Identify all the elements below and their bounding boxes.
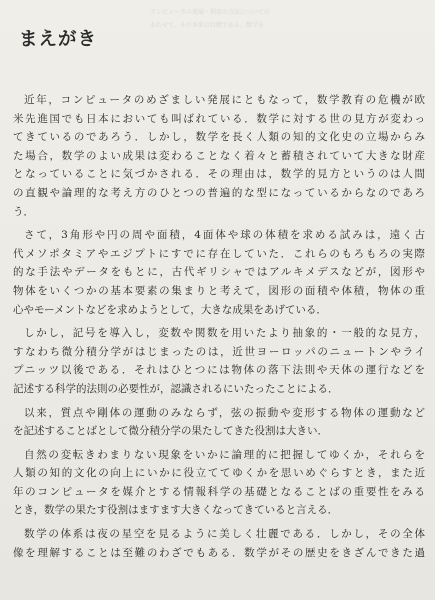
text-line: 記述する科学的法則の必要性が，認識されるにいたったことによる． [13, 382, 339, 395]
paragraph-4 [13, 404, 425, 441]
bleed-through-text [150, 6, 410, 32]
text-line: てきているのであろう．しかし，数学を長く人類の知的文化史の立場からみ [13, 131, 425, 144]
text-line: の直観や論理的な考え方のひとつの普遍的な型になっているからなのであろ [13, 186, 425, 199]
text-line: う． [13, 205, 34, 218]
text-line: とき，数学の果たす役割はますます大きくなってきていると言える． [13, 504, 339, 517]
text-line: 的な手法やデータをもとに，古代ギリシャではアルキメデスなどが，図形や [13, 266, 425, 279]
text-line: プニッツ以後である．それはひとつには物体の落下法則や天体の運行などを [13, 364, 425, 377]
text-line: 数学の体系は夜の星空を見るように美しく壮麗である．しかし，その全体 [24, 528, 425, 541]
text-line: 以来，質点や剛体の運動のみならず，弦の振動や変形する物体の運動など [24, 406, 425, 419]
text-line: 心やモーメントなどを求めようとして，大きな成果をあげている． [13, 303, 327, 316]
text-line: 年のコンピュータを媒介とする情報科学の基礎となることばの重要性をみる [13, 485, 425, 498]
text-line: 自然の変転きわまりない現象をいかに論理的に把握してゆくか，それらを [24, 448, 425, 461]
text-line: 近年，コンピュータのめざましい発展にともなって，数学教育の危機が欧 [24, 94, 425, 106]
text-line: 像を理解することは至難のわざでもある．数学がその歴史をきざんできた過 [13, 546, 425, 559]
text-line: 人類の知的文化の向上にいかに役立ててゆくかを思いめぐらすとき，また近 [13, 467, 425, 480]
paragraph-5 [13, 446, 425, 520]
text-line: 物体をいくつかの基本要素の集まりと考えて，図形の面積や体積，物体の重 [13, 284, 425, 297]
bleed-through-line: あわせて、その本来の目標である、数学を [150, 22, 264, 29]
paragraph-1 [13, 91, 425, 221]
text-line: 米先進国でも日本においても叫ばれている．数学に対する世の見方が変わっ [13, 112, 425, 125]
text-line: さて，3角形や円の周や面積，4面体や球の体積を求める試みは，遠く古 [24, 229, 425, 242]
paragraph-3 [13, 324, 425, 398]
text-line: しかし，記号を導入し，変数や関数を用いたより抽象的・一般的な見方， [24, 327, 425, 340]
text-line: を記述することばとして微分積分学の果たしてきた役割は大きい． [13, 425, 328, 438]
paragraph-2 [13, 226, 425, 319]
text-line: 代メソポタミアやエジプトにすでに存在していた．これらのもろもろの実際 [13, 247, 425, 260]
paragraph-6 [13, 525, 425, 562]
text-line: た場合，数学のよい成果は変わることなく着々と蓄積されていて大きな財産 [13, 149, 425, 162]
text-line: すなわち微分積分学がはじまったのは，近世ヨーロッパのニュートンやライ [13, 345, 425, 358]
bleed-through-line: ランピュータの発展・利用の方法についての [150, 9, 270, 16]
page-title: まえがき [19, 29, 98, 50]
text-line: となっていることに気づかされる．その理由は，数学的見方というのは人間 [13, 168, 425, 181]
preface-body [13, 91, 425, 567]
